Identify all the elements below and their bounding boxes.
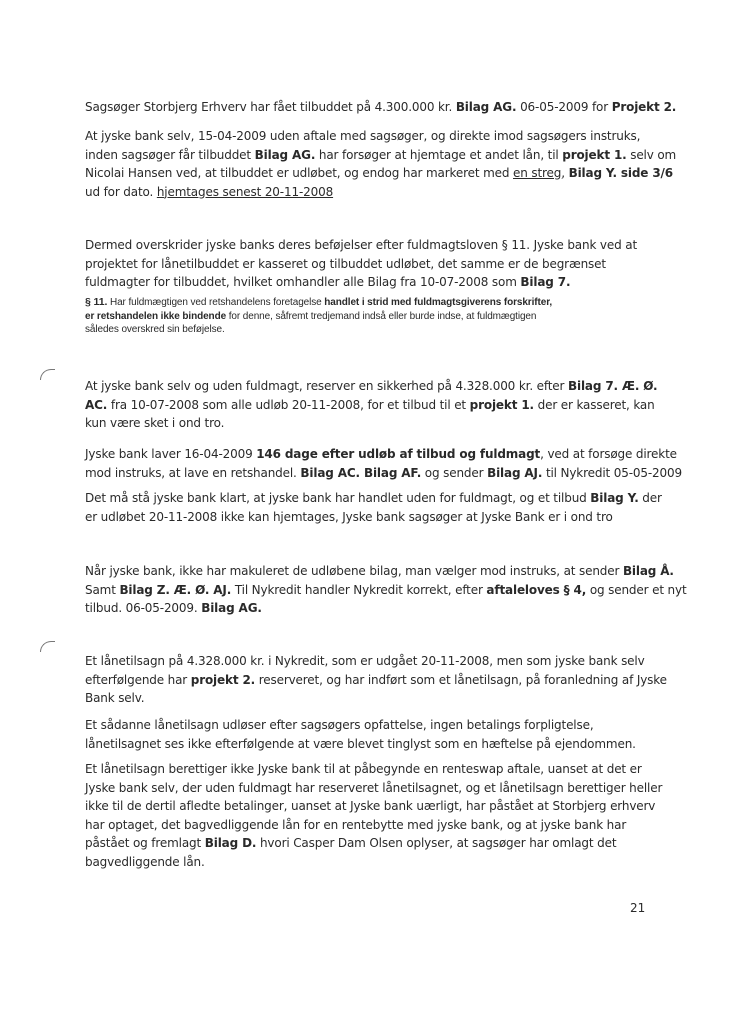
paragraph (85, 236, 665, 292)
paragraph (85, 652, 665, 708)
margin-mark (40, 369, 55, 380)
text-segment: til Nykredit 05-05-2009 (542, 465, 682, 480)
text-segment: Dermed overskrider jyske banks deres beføjelser efter fuldmagtsloven § 11. Jyske bank ved at (85, 238, 637, 252)
text-line (85, 508, 665, 527)
text-segment: Nicolai Hansen ved, at tilbuddet er udløbet, og endog har markeret med (85, 166, 513, 180)
text-segment: Et lånetilsagn på 4.328.000 kr. i Nykredit, som er udgået 20-11-2008, men som jyske bank selv (85, 654, 645, 668)
margin-mark (40, 641, 55, 652)
text-line (85, 464, 682, 483)
text-line (85, 296, 665, 310)
text-segment: der (638, 491, 662, 505)
text-segment: 06-05-2009 for (516, 100, 612, 114)
text-segment: tilbud. 06-05-2009. (85, 601, 202, 615)
text-segment: reserveret, og har indført som et lånetilsagn, på foranledning af Jyske (255, 672, 667, 687)
text-segment: har optaget, det bagvedliggende lån for en rentebytte med jyske bank, og at jyske bank har (85, 817, 627, 832)
text-segment: At jyske bank selv og uden fuldmagt, reserver en sikkerhed på 4.328.000 kr. efter (85, 379, 568, 393)
text-line (85, 236, 665, 255)
text-line (85, 599, 665, 618)
text-line (85, 760, 665, 779)
text-line (85, 716, 665, 735)
text-segment: er udløbet 20-11-2008 ikke kan hjemtages, Jyske bank sagsøger at Jyske Bank er i ond tro (85, 509, 613, 524)
bold-text: projekt 2. (190, 672, 256, 687)
text-line (85, 797, 665, 816)
paragraph (85, 127, 677, 201)
bold-text: Bilag AG. (455, 100, 517, 114)
bold-text: Bilag AG. (254, 147, 316, 162)
text-line (85, 183, 665, 202)
bold-text: Projekt 2. (611, 100, 677, 114)
text-line (85, 853, 665, 872)
text-line (85, 127, 665, 146)
bold-text: Bilag 7. (520, 275, 571, 289)
bold-text: Bilag AG. (201, 601, 262, 615)
bold-text: AC. (85, 397, 108, 412)
bold-text: Bilag D. (204, 836, 257, 850)
text-segment: Når jyske bank, ikke har makuleret de udløbene bilag, man vælger mod instruks, at sender (85, 564, 623, 578)
text-segment: selv om (626, 147, 677, 162)
text-line (85, 146, 677, 165)
bold-text: Bilag Z. Æ. Ø. AJ. (119, 582, 232, 597)
paragraph (85, 760, 665, 871)
text-segment: ikke til de dertil afledte betalinger, uanset at Jyske bank uærligt, har påstået at Storbjerg erhverv (85, 799, 656, 813)
bold-text: Bilag Å. (622, 564, 674, 578)
text-segment: Jyske bank selv, der uden fuldmagt har reserveret lånetilsagnet, og et lånetilsagn berettiger heller (85, 780, 663, 795)
text-segment: , ved at forsøge direkte (540, 447, 677, 461)
bold-text: projekt 1. (562, 147, 627, 162)
bold-text: projekt 1. (469, 397, 534, 412)
paragraph (85, 98, 677, 117)
text-line (85, 414, 665, 433)
text-segment: der er kasseret, kan (533, 397, 655, 412)
text-segment: Et lånetilsagn berettiger ikke Jyske bank til at påbegynde en renteswap aftale, uanset at det er (85, 762, 642, 776)
text-line (85, 323, 665, 337)
bold-text: er retshandelen ikke bindende (85, 310, 227, 322)
text-line (85, 652, 665, 671)
text-segment: ud for dato. (85, 184, 157, 199)
text-segment: således overskred sin beføjelse. (85, 324, 225, 335)
text-segment: mod instruks, at lave en retshandel. (85, 465, 301, 480)
text-segment: fuldmagter for tilbuddet, hvilket omhandler alle Bilag fra 10-07-2008 som (85, 275, 521, 289)
bold-text: aftaleloves § 4, (486, 582, 587, 597)
text-segment: , (561, 166, 569, 180)
bold-text: Bilag 7. Æ. Ø. (567, 379, 658, 393)
text-segment: og sender et nyt (586, 582, 687, 597)
bold-text: Bilag AC. Bilag AF. (300, 465, 422, 480)
text-segment: lånetilsagnet ses ikke efterfølgende at være blevet tinglyst som en hæftelse på ejendommen. (85, 736, 636, 751)
text-segment: Har fuldmægtigen ved retshandelens foretagelse (107, 297, 325, 308)
text-segment: Sagsøger Storbjerg Erhverv har fået tilbuddet på 4.300.000 kr. (85, 100, 456, 114)
paragraph (85, 445, 682, 482)
text-line (85, 779, 665, 798)
text-line (85, 310, 665, 324)
text-line (85, 255, 665, 274)
paragraph (85, 716, 665, 753)
text-segment: fra 10-07-2008 som alle udløb 20-11-2008, for et tilbud til et (107, 397, 470, 412)
text-line (85, 396, 665, 415)
page-number: 21 (630, 901, 646, 915)
text-segment: hvori Casper Dam Olsen oplyser, at sagsøger har omlagt det (256, 836, 617, 850)
underlined-text: hjemtages senest 20-11-2008 (156, 184, 334, 199)
text-line (85, 377, 665, 396)
text-line (85, 671, 665, 690)
text-segment: kun være sket i ond tro. (85, 416, 225, 430)
text-segment: Til Nykredit handler Nykredit korrekt, efter (231, 582, 487, 597)
text-line (85, 164, 673, 183)
text-segment: efterfølgende har (85, 672, 191, 687)
text-line (85, 689, 665, 708)
text-segment: Samt (85, 582, 120, 597)
text-segment: påstået og fremlagt (85, 836, 205, 850)
bold-text: § 11. (85, 296, 108, 308)
text-line (85, 581, 687, 600)
text-segment: At jyske bank selv, 15-04-2009 uden aftale med sagsøger, og direkte imod sagsøgers instruks, (85, 129, 641, 143)
text-line (85, 735, 665, 754)
text-segment: inden sagsøger får tilbuddet (85, 147, 255, 162)
bold-text: Bilag AJ. (487, 465, 543, 480)
text-segment: projektet for lånetilbuddet er kasseret og tilbuddet udløbet, det samme er de begrænset (85, 256, 606, 271)
text-line (85, 273, 665, 292)
legal-quote-paragraph (85, 296, 665, 337)
paragraph (85, 562, 687, 618)
underlined-text: en streg (513, 166, 562, 180)
text-line (85, 562, 674, 581)
text-segment: bagvedliggende lån. (85, 854, 205, 869)
text-segment: Jyske bank laver 16-04-2009 (85, 447, 257, 461)
text-line (85, 816, 665, 835)
text-segment: for denne, såfremt tredjemand indså eller burde indse, at fuldmægtigen (226, 310, 537, 322)
bold-text: Bilag Y. side 3/6 (568, 166, 673, 180)
text-line (85, 489, 665, 508)
text-segment: Et sådanne lånetilsagn udløser efter sagsøgers opfattelse, ingen betalings forpligtelse, (85, 718, 594, 732)
text-segment: Det må stå jyske bank klart, at jyske bank har handlet uden for fuldmagt, og et tilbud (85, 491, 591, 505)
text-segment: har forsøger at hjemtage et andet lån, til (315, 147, 563, 162)
bold-text: 146 dage efter udløb af tilbud og fuldmagt (256, 447, 541, 461)
paragraph (85, 377, 665, 433)
text-segment: og sender (421, 465, 488, 480)
text-line (85, 98, 677, 117)
text-segment: Bank selv. (85, 691, 145, 705)
bold-text: handlet i strid med fuldmagtsgiverens forskrifter, (324, 297, 553, 308)
bold-text: Bilag Y. (590, 491, 639, 505)
text-line (85, 834, 665, 853)
paragraph (85, 489, 665, 526)
text-line (85, 445, 677, 464)
